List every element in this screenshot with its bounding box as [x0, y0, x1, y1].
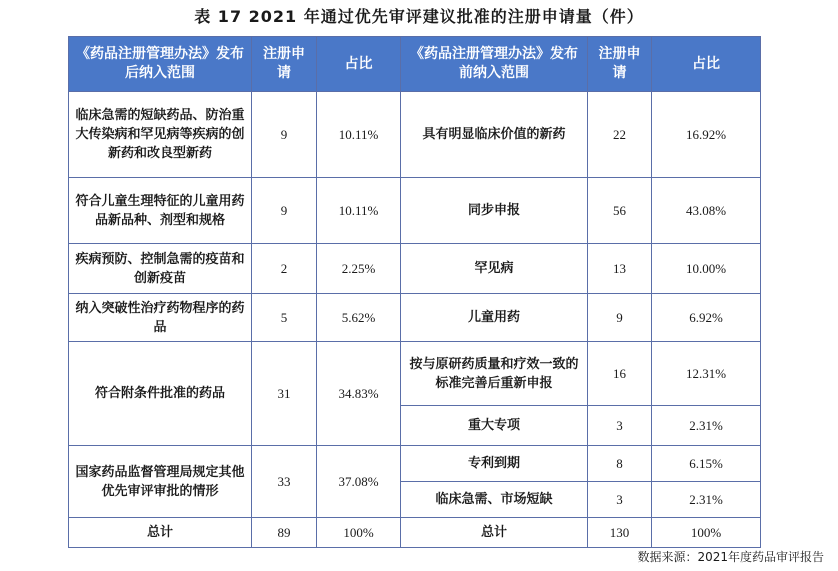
- right-count: 22: [588, 92, 652, 178]
- left-ratio: 34.83%: [317, 342, 401, 446]
- table-row: [69, 294, 761, 342]
- right-label: 重大专项: [401, 406, 588, 446]
- total-count-right: 130: [588, 518, 652, 548]
- right-count: 3: [588, 406, 652, 446]
- table-row: [69, 178, 761, 244]
- header-right-count: 注册申请: [588, 37, 652, 92]
- left-ratio: 10.11%: [317, 178, 401, 244]
- left-count: 31: [252, 342, 317, 446]
- table-title: 表 17 2021 年通过优先审评建议批准的注册申请量（件）: [194, 7, 644, 26]
- right-label: 儿童用药: [401, 294, 588, 342]
- left-label: 符合儿童生理特征的儿童用药品新品种、剂型和规格: [69, 178, 252, 244]
- left-label: 疾病预防、控制急需的疫苗和创新疫苗: [69, 244, 252, 294]
- right-ratio: 2.31%: [652, 406, 761, 446]
- right-count: 16: [588, 342, 652, 406]
- header-right-ratio: 占比: [652, 37, 761, 92]
- table-row: [69, 342, 761, 406]
- right-ratio: 2.31%: [652, 482, 761, 518]
- table-row: [69, 92, 761, 178]
- left-count: 9: [252, 92, 317, 178]
- total-row: [69, 518, 761, 548]
- total-label-right: 总计: [401, 518, 588, 548]
- right-label: 临床急需、市场短缺: [401, 482, 588, 518]
- left-ratio: 5.62%: [317, 294, 401, 342]
- right-ratio: 10.00%: [652, 244, 761, 294]
- right-ratio: 6.15%: [652, 446, 761, 482]
- header-left-count: 注册申请: [252, 37, 317, 92]
- left-count: 9: [252, 178, 317, 244]
- left-ratio: 10.11%: [317, 92, 401, 178]
- right-ratio: 12.31%: [652, 342, 761, 406]
- total-ratio-right: 100%: [652, 518, 761, 548]
- header-left-ratio: 占比: [317, 37, 401, 92]
- header-right-scope: 《药品注册管理办法》发布前纳入范围: [401, 37, 588, 92]
- table-row: [69, 244, 761, 294]
- right-label: 专利到期: [401, 446, 588, 482]
- left-label: 纳入突破性治疗药物程序的药品: [69, 294, 252, 342]
- right-count: 3: [588, 482, 652, 518]
- table-row: [69, 446, 761, 482]
- left-label: 符合附条件批准的药品: [69, 342, 252, 446]
- right-label: 罕见病: [401, 244, 588, 294]
- left-ratio: 2.25%: [317, 244, 401, 294]
- right-ratio: 6.92%: [652, 294, 761, 342]
- total-ratio-left: 100%: [317, 518, 401, 548]
- right-count: 56: [588, 178, 652, 244]
- right-label: 具有明显临床价值的新药: [401, 92, 588, 178]
- right-count: 8: [588, 446, 652, 482]
- right-count: 13: [588, 244, 652, 294]
- total-count-left: 89: [252, 518, 317, 548]
- total-label-left: 总计: [69, 518, 252, 548]
- data-source-note: 数据来源：2021年度药品审评报告: [637, 550, 824, 564]
- header-left-scope: 《药品注册管理办法》发布后纳入范围: [69, 37, 252, 92]
- right-count: 9: [588, 294, 652, 342]
- right-label: 同步申报: [401, 178, 588, 244]
- right-label: 按与原研药质量和疗效一致的标准完善后重新申报: [401, 342, 588, 406]
- left-count: 2: [252, 244, 317, 294]
- right-ratio: 16.92%: [652, 92, 761, 178]
- right-ratio: 43.08%: [652, 178, 761, 244]
- left-label: 国家药品监督管理局规定其他优先审评审批的情形: [69, 446, 252, 518]
- left-count: 5: [252, 294, 317, 342]
- left-label: 临床急需的短缺药品、防治重大传染病和罕见病等疾病的创新药和改良型新药: [69, 92, 252, 178]
- header-row: [69, 37, 761, 92]
- left-ratio: 37.08%: [317, 446, 401, 518]
- left-count: 33: [252, 446, 317, 518]
- registration-table: [68, 36, 761, 548]
